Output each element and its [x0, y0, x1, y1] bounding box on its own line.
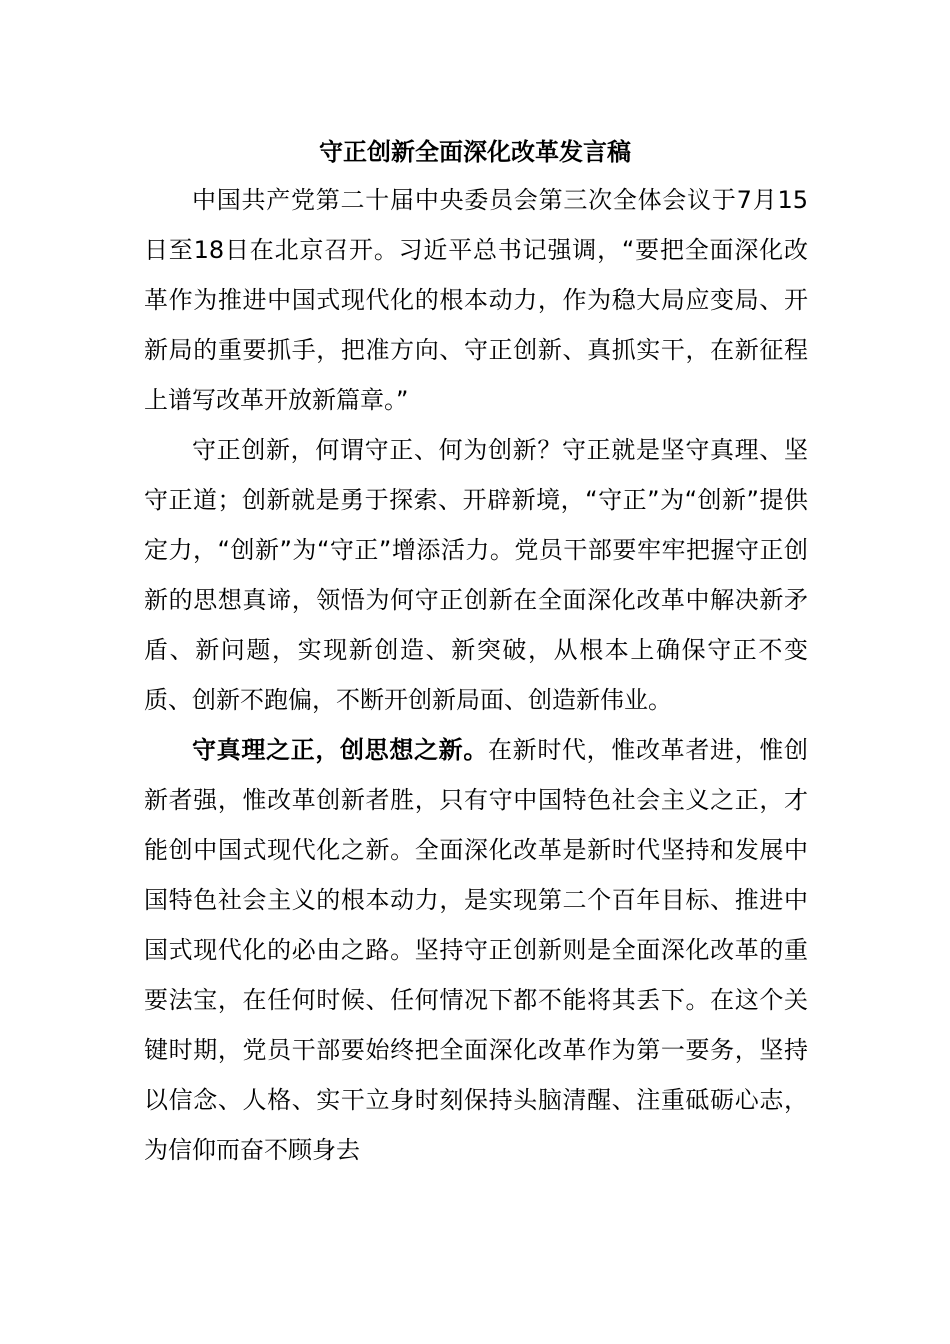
paragraph-3-lead: 守真理之正，创思想之新。 [192, 736, 488, 764]
document-title: 守正创新全面深化改革发言稿 [319, 138, 631, 166]
paragraph-2-text: 守正创新，何谓守正、何为创新？守正就是坚守真理、坚守正道；创新就是勇于探索、开辟新境，“守正”为“创新”提供定力，“创新”为“守正”增添活力。党员干部要牢牢把握守正创新的思想真谛，领悟为何守正创新在全面深化改革中解决新矛盾、新问题，实现新创造、新突破，从根本上确保守正不变质、创新不跑偏，不断开创新局面、创造新伟业。 [144, 436, 808, 714]
paragraph-2 [144, 425, 808, 725]
paragraph-1 [144, 175, 808, 425]
document-body [144, 175, 808, 1175]
paragraph-3 [144, 725, 808, 1175]
paragraph-3-text: 在新时代，惟改革者进，惟创新者强，惟改革创新者胜，只有守中国特色社会主义之正，才能创中国式现代化之新。全面深化改革是新时代坚持和发展中国特色社会主义的根本动力，是实现第二个百年目标、推进中国式现代化的必由之路。坚持守正创新则是全面深化改革的重要法宝，在任何时候、任何情况下都不能将其丢下。在这个关键时期，党员干部要始终把全面深化改革作为第一要务，坚持以信念、人格、实干立身时刻保持头脑清醒、注重砥砺心志，为信仰而奋不顾身去 [144, 736, 808, 1164]
paragraph-1-text: 中国共产党第二十届中央委员会第三次全体会议于7月15日至18日在北京召开。习近平总书记强调，“要把全面深化改革作为推进中国式现代化的根本动力，作为稳大局应变局、开新局的重要抓手，把准方向、守正创新、真抓实干，在新征程上谱写改革开放新篇章。” [144, 186, 808, 414]
